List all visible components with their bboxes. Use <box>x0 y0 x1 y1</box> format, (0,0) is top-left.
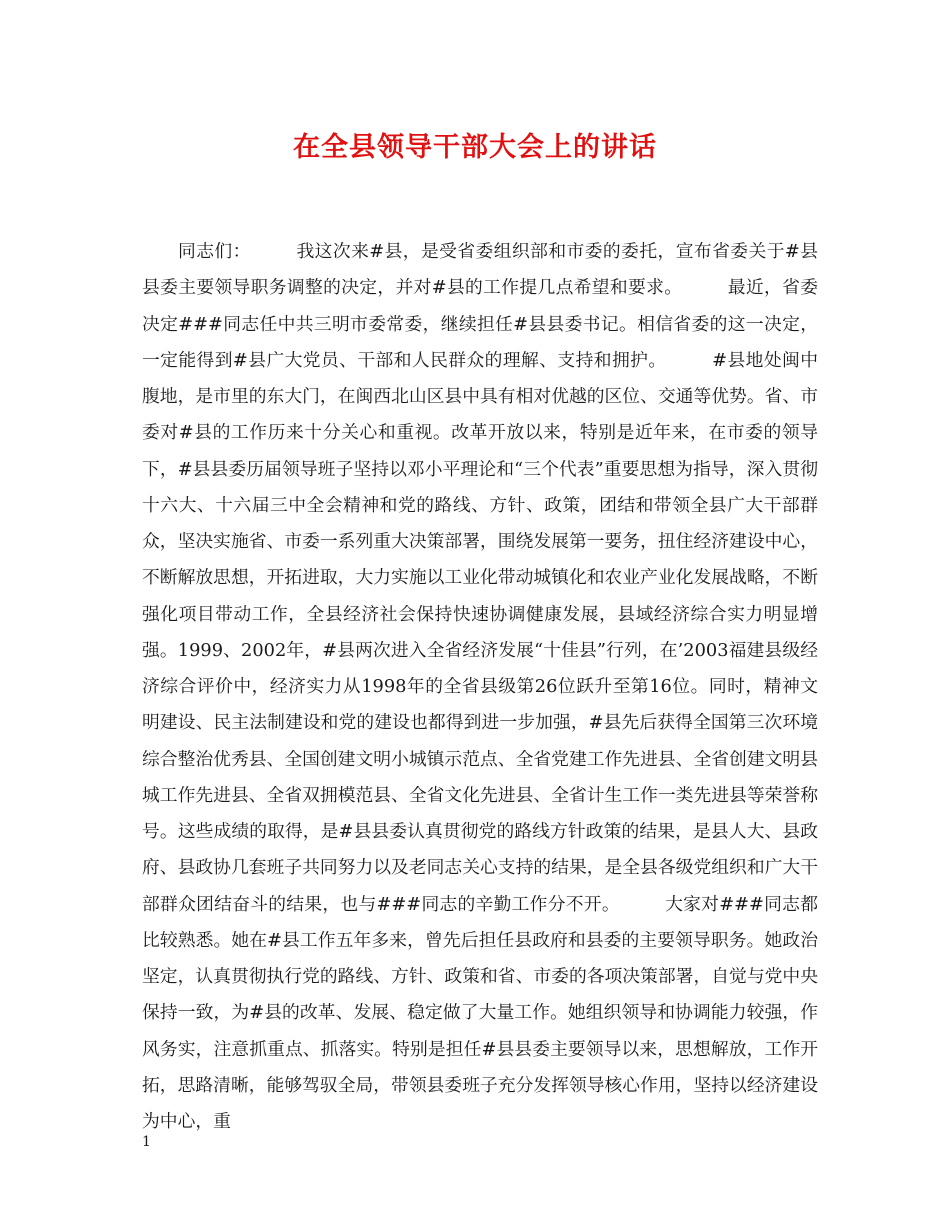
speech-body-text: 同志们： 我这次来#县，是受省委组织部和市委的委托，宣布省委关于#县县委主要领导职务调整的决定，并对#县的工作提几点希望和要求。 最近，省委决定###同志任中共三明市委常委，继续担任#县县委书记。相信省委的这一决定，一定能得到#县广大党员、干部和人民群众的理解、支持和拥护。 #县地处闽中腹地，是市里的东大门，在闽西北山区县中具有相对优越的区位、交通等优势。省、市委对#县的工作历来十分关心和重视。改革开放以来，特别是近年来，在市委的领导下，#县县委历届领导班子坚持以邓小平理论和“三个代表”重要思想为指导，深入贯彻十六大、十六届三中全会精神和党的路线、方针、政策，团结和带领全县广大干部群众，坚决实施省、市委一系列重大决策部署，围绕发展第一要务，扭住经济建设中心，不断解放思想，开拓进取，大力实施以工业化带动城镇化和农业产业化发展战略，不断强化项目带动工作，全县经济社会保持快速协调健康发展，县域经济综合实力明显增强。1999、2002年，#县两次进入全省经济发展“十佳县”行列，在’2003福建县级经济综合评价中，经济实力从1998年的全省县级第26位跃升至第16位。同时，精神文明建设、民主法制建设和党的建设也都得到进一步加强，#县先后获得全国第三次环境综合整治优秀县、全国创建文明小城镇示范点、全省党建工作先进县、全省创建文明县城工作先进县、全省双拥模范县、全省文化先进县、全省计生工作一类先进县等荣誉称号。这些成绩的取得，是#县县委认真贯彻党的路线方针政策的结果，是县人大、县政府、县政协几套班子共同努力以及老同志关心支持的结果，是全县各级党组织和广大干部群众团结奋斗的结果，也与###同志的辛勤工作分不开。 大家对###同志都比较熟悉。她在#县工作五年多来，曾先后担任县政府和县委的主要领导职务。她政治坚定，认真贯彻执行党的路线、方针、政策和省、市委的各项决策部署，自觉与党中央保持一致，为#县的改革、发展、稳定做了大量工作。她组织领导和协调能力较强，作风务实，注意抓重点、抓落实。特别是担任#县县委主要领导以来，思想解放，工作开拓，思路清晰，能够驾驭全局，带领县委班子充分发挥领导核心作用，坚持以经济建设为中心，重 <box>142 241 818 1132</box>
page-number: 1 <box>142 1134 151 1150</box>
document-title: 在全县领导干部大会上的讲话 <box>293 132 657 163</box>
